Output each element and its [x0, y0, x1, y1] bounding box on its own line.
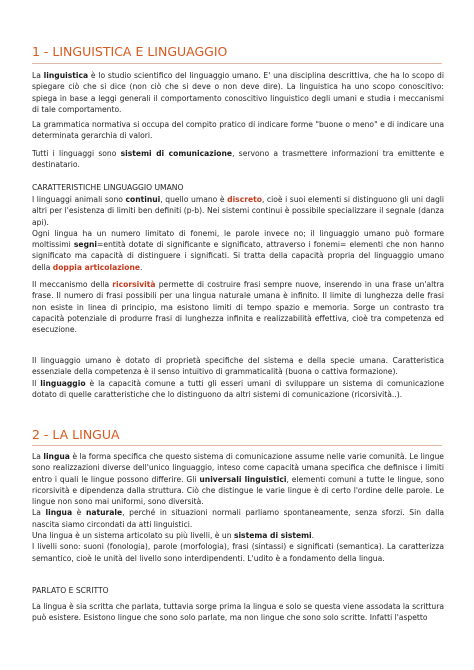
- paragraph-parlato-scritto: La lingua è sia scritta che parlata, tuttavia sorge prima la lingua e solo se questa viene assodata la scrittura può esistere. Esistono lingue che sono solo parlate, ma non lingue che sono solo scritte. Infatti l'aspetto: [32, 602, 444, 623]
- text-run: , quello umano è: [160, 195, 228, 204]
- subheading-caratteristiche: CARATTERISTICHE LINGUAGGIO UMANO: [32, 183, 184, 192]
- section-2-title: 2 - LA LINGUA: [32, 427, 120, 442]
- text-run: Una lingua è un sistema articolato su più livelli, è un: [32, 531, 234, 541]
- text-run: , servono a trasmettere informazioni tra emittente e destinatario.: [32, 149, 445, 170]
- paragraph-line: [32, 378, 444, 401]
- paragraph-discreto: [32, 194, 444, 273]
- section-2-divider: [32, 445, 442, 446]
- text-run: Il meccanismo della: [32, 280, 113, 289]
- text-run: è la forma specifica che questo sistema di comunicazione assume nelle varie comunità. Le lingue sono realizzazioni diverse dell'unico linguaggio, inteso come capacità umana specifica che definisce i limiti entro i quali le lingue possono differire. Gli: [32, 452, 444, 484]
- term-continui: continui: [125, 195, 161, 204]
- text-run: , perché in situazioni normali parliamo spontaneamente, senza sforzi. Sin dalla nascita siamo circondati da atti linguistici.: [32, 508, 444, 529]
- term-linguaggio: linguaggio: [40, 378, 86, 388]
- paragraph-line: I livelli sono: suoni (fonologia), parole (morfologia), frasi (sintassi) e significati (semantica). La caratterizza semantico, cioè le unità del livello sono interdipendenti. L'udito è a fondamento della lingua.: [32, 542, 444, 563]
- term-segni: segni: [73, 240, 98, 250]
- text-run: è: [72, 508, 86, 518]
- text-run: , cioè i suoi elementi si distinguono gli uni dagli altri per l'esistenza di limiti ben definiti (p-b). Nei sistemi continui è possibile specializzare il segnale (danza api).: [32, 195, 445, 227]
- text-run: è lo studio scientifico del linguaggio umano. E' una disciplina descrittiva, che ha lo scopo di spiegare ciò che si dice (non ciò che si deve o non deve dire). La linguistica ha uno scopo conoscitivo: spiega in base a leggi generali il comportamento conoscitivo linguistico degli umani e studia i meccanismi di tale comportamento.: [32, 71, 444, 114]
- paragraph-line: [32, 451, 444, 507]
- paragraph-line: [32, 194, 444, 228]
- text-run: .: [311, 531, 315, 541]
- term-naturale: naturale: [85, 508, 123, 518]
- text-run: La: [32, 508, 46, 518]
- paragraph-line: Il linguaggio umano è dotato di proprietà specifiche del sistema e della specie umana. Caratteristica essenziale della competenza è il senso intuitivo di grammaticalità (buona o cattiva formazione).: [32, 356, 444, 377]
- paragraph-ricorsivita: [32, 279, 444, 335]
- paragraph-line: [32, 530, 444, 541]
- paragraph-grammatica-normativa: La grammatica normativa si occupa del compito pratico di indicare forme "buone o meno" e di indicare una determinata gerarchia di valori.: [32, 120, 444, 141]
- text-run: permette di costruire frasi sempre nuove, inserendo in una frase un'altra frase. Il numero di frasi possibili per una lingua naturale umana è infinito. Il limite di lunghezza delle frasi non esiste in linea di principio, ma esistono limiti di tempo spazio e memoria. Sorge un contrasto tra capacità potenziale di produrre frasi di lunghezza infinita e realizzabilità effettiva, cioè tra competenza ed esecuzione.: [32, 280, 445, 335]
- text-run: , elementi comuni a tutte le lingue, sono ricorsività e dipendenza dalla struttura. Ciò che distingue le varie lingue è di certo l'ordine delle parole. Le lingue non sono mai uniformi, sono diversità.: [32, 474, 444, 507]
- term-ricorsivita: ricorsività: [112, 280, 156, 289]
- term-sistemi-di-comunicazione: sistemi di comunicazione: [120, 149, 233, 158]
- paragraph-linguistica: [32, 70, 444, 115]
- paragraph-lingua: [32, 451, 444, 564]
- text-run: Il: [32, 378, 41, 388]
- text-run: è la capacità comune a tutti gli esseri umani di sviluppare un sistema di comunicazione dotato di quelle caratteristiche che lo distinguono da altri sistemi di comunicazione (ricorsività..).: [32, 378, 444, 399]
- paragraph-line: [32, 228, 444, 273]
- text-run: La: [32, 452, 44, 461]
- text-run: Ogni lingua ha un numero limitato di fonemi, le parole invece no; il linguaggio umano può formare moltissimi: [32, 228, 444, 250]
- subheading-parlato-scritto: PARLATO E SCRITTO: [32, 586, 109, 595]
- section-1-divider: [32, 63, 442, 64]
- term-universali-linguistici: universali linguistici: [199, 474, 287, 484]
- term-lingua: lingua: [43, 452, 70, 461]
- section-1-title: 1 - LINGUISTICA E LINGUAGGIO: [32, 44, 228, 59]
- text-run: =entità dotate di significante e significato, attraverso i fonemi= elementi che non hanno significato ma capacità di distinguere i significati. Si tratta della capacità propria del linguaggio umano della: [32, 240, 444, 272]
- text-run: .: [140, 262, 143, 272]
- term-discreto: discreto: [227, 195, 262, 204]
- term-sistema-di-sistemi: sistema di sistemi: [233, 531, 312, 541]
- paragraph-line: [32, 507, 444, 530]
- paragraph-sistemi-comunicazione: [32, 148, 444, 171]
- term-doppia-articolazione: doppia articolazione: [52, 262, 141, 272]
- term-lingua: lingua: [45, 508, 73, 518]
- text-run: I linguaggi animali sono: [32, 195, 126, 204]
- text-run: La: [32, 71, 44, 80]
- term-linguistica: linguistica: [43, 71, 89, 80]
- paragraph-linguaggio-umano: [32, 355, 444, 400]
- text-run: Tutti i linguaggi sono: [32, 149, 121, 158]
